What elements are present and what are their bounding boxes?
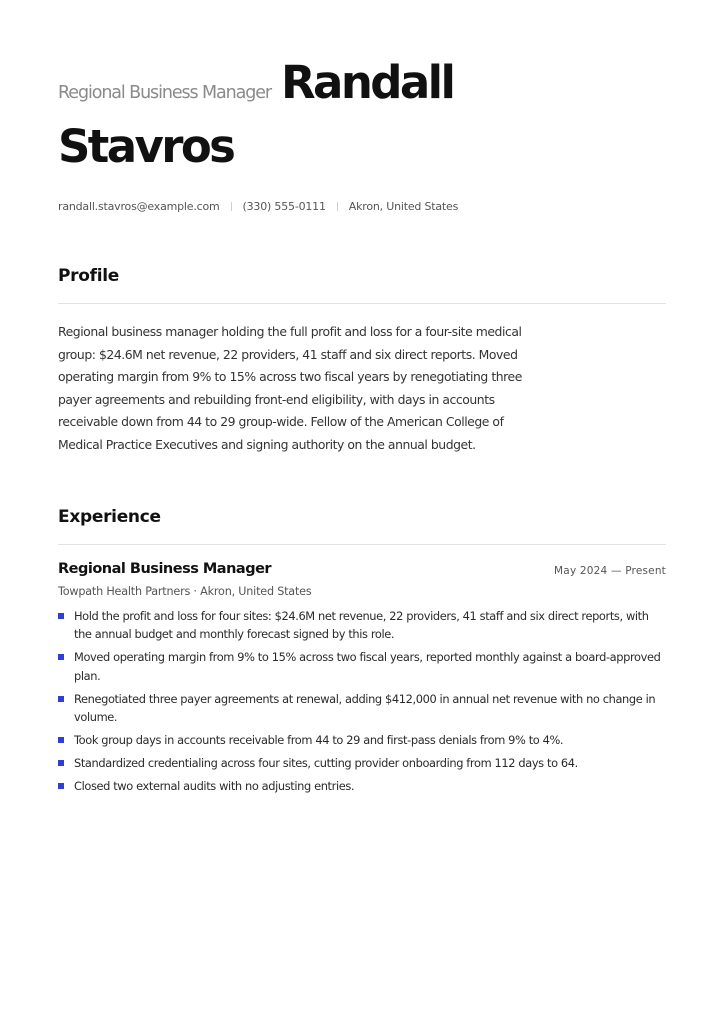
square-bullet-icon	[58, 760, 64, 766]
list-item	[58, 754, 662, 772]
headline: Regional Business Manager	[58, 83, 271, 103]
job-bullet-list	[58, 607, 662, 800]
square-bullet-icon	[58, 783, 64, 789]
list-item	[58, 777, 662, 795]
contact-line	[58, 200, 458, 213]
experience-heading: Experience	[58, 507, 161, 527]
contact-phone: (330) 555-0111	[242, 200, 326, 213]
list-item	[58, 648, 662, 685]
contact-separator	[337, 202, 338, 211]
job-company: Towpath Health Partners · Akron, United States	[58, 585, 312, 598]
list-item	[58, 607, 662, 644]
bullet-text: Took group days in accounts receivable from 44 to 29 and first-pass denials from 9% to 4%.	[74, 733, 564, 748]
square-bullet-icon	[58, 737, 64, 743]
job-dates: May 2024 — Present	[554, 565, 666, 577]
bullet-text: Moved operating margin from 9% to 15% across two fiscal years, reported monthly against a board-approved plan.	[74, 650, 661, 683]
bullet-text: Renegotiated three payer agreements at renewal, adding $412,000 in annual net revenue with no change in volume.	[74, 691, 656, 725]
experience-divider	[58, 544, 666, 545]
list-item	[58, 731, 662, 749]
list-item	[58, 690, 662, 727]
profile-divider	[58, 303, 666, 304]
bullet-text: Hold the profit and loss for four sites: $24.6M net revenue, 22 providers, 41 staff and six direct reports, with the annual budget and monthly forecast signed by this role.	[74, 609, 649, 642]
bullet-text: Standardized credentialing across four sites, cutting provider onboarding from 112 days to 64.	[74, 756, 578, 771]
name-block	[58, 56, 658, 184]
square-bullet-icon	[58, 613, 64, 619]
contact-location: Akron, United States	[348, 200, 459, 213]
job-title: Regional Business Manager	[58, 561, 272, 577]
profile-heading: Profile	[58, 266, 120, 286]
bullet-text: Closed two external audits with no adjusting entries.	[74, 779, 355, 794]
name-first: Randall	[281, 56, 454, 109]
square-bullet-icon	[58, 654, 64, 660]
profile-text: Regional business manager holding the full profit and loss for a four-site medical group: $24.6M net revenue, 22 providers, 41 staff and six direct reports. Moved operating margin from 9% to 15% across two fiscal years by renegotiating three payer agreements and rebuilding front-end eligibility, with days in accounts receivable down from 44 to 29 group-wide. Fellow of the American College of Medical Practice Executives and signing authority on the annual budget.	[58, 324, 522, 452]
contact-email: randall.stavros@example.com	[58, 200, 220, 213]
name-last: Stavros	[58, 120, 234, 173]
contact-separator	[231, 202, 232, 211]
square-bullet-icon	[58, 696, 64, 702]
